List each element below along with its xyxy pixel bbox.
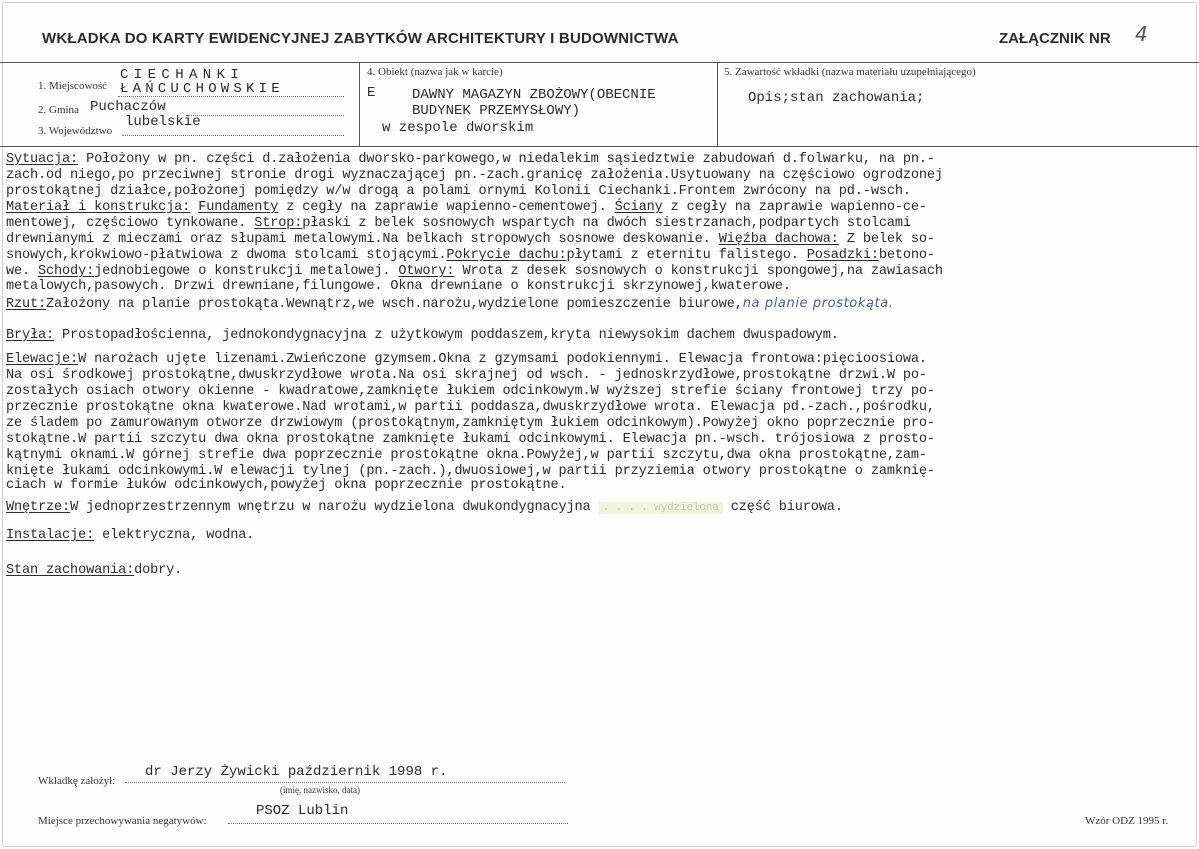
annex-number: 4	[1135, 22, 1148, 46]
elewacje-line-5: ze śladem po zamurowanym otworze drzwiowym (prostokątnym,zamkniętym łukiem odcinkowym).Powyżej okno poprzecznie pro-	[6, 416, 935, 431]
locality-label: 1. Miejscowość	[38, 80, 108, 92]
bryla-heading: Bryła:	[6, 328, 55, 343]
sytuacja-line-1: Sytuacja: Położony w pn. części d.założenia dworsko-parkowego,w niedalekim sąsiedztwie zabudowań d.folwarku, na pn.-	[6, 152, 935, 167]
posadzki-heading: Posadzki:	[806, 248, 879, 263]
voivodeship-value: lubelskie	[125, 114, 201, 130]
storage-dots	[228, 823, 568, 824]
rzut-line: Rzut:Założony na planie prostokąta.Wewnątrz,we wsch.narożu,wydzielone pomieszczenie biurowe,na planie prostokąta.	[6, 296, 894, 312]
annex-label: ZAŁĄCZNIK NR	[999, 30, 1111, 47]
locality-dots	[118, 96, 344, 97]
locality-line1: CIECHANKI	[120, 67, 245, 83]
material-line-5: we. Schody:jednobiegowe o konstrukcji metalowej. Otwory: Wrota z desek sosnowych o konstrukcji spongowej,na zawiasach	[6, 264, 943, 279]
rzut-heading: Rzut:	[6, 297, 47, 312]
author-label: Wkładkę założył:	[38, 775, 116, 787]
wnetrze-line: Wnętrze:W jednoprzestrzennym wnętrzu w narożu wydzielona dwukondygnacyjna . . . . wydzielona część biurowa.	[6, 500, 843, 515]
elewacje-line-2: Na osi środkowej prostokątne,dwuskrzydłowe wrota.Na osi skrajnej od wsch. - jednoskrzydłowe,prostokątne drzwi.W po-	[6, 368, 927, 383]
object-e-mark: E	[367, 85, 376, 101]
object-label: 4. Obiekt (nazwa jak w karcie)	[367, 66, 503, 78]
bryla-line: Bryła: Prostopadłościenna, jednokondygnacyjna z użytkowym poddaszem,kryta niewysokim dachem dwuspadowym.	[6, 328, 839, 343]
commune-value: Puchaczów	[90, 99, 166, 115]
elewacje-heading: Elewacje:	[6, 352, 79, 367]
instalacje-line: Instalacje: elektryczna, wodna.	[6, 528, 255, 543]
sytuacja-line-3: prostokątnej działce,położonej pomiędzy w/w drogą a polami ornymi Kolonii Ciechanki.Frontem zwrócony na pd.-wsch.	[6, 184, 911, 199]
sytuacja-line-2: zach.od niego,po przeciwnej stronie drogi wyznaczającej pn.-zach.granicę założenia.Usytuowany na częściowo ogrodzonej	[6, 168, 943, 183]
stan-heading: Stan zachowania:	[6, 563, 135, 578]
sytuacja-heading: Sytuacja:	[6, 152, 79, 167]
elewacje-line-7: kątnymi oknami.W górnej strefie dwa poprzecznie prostokątne okna.Powyżej,w partii szczytu,dwa okna prostokątne,zam-	[6, 448, 927, 463]
elewacje-line-8: knięte łukami odcinkowymi.W elewacji tylnej (pn.-zach.),dwuosiowej,w partii przyziemia otwory prostokątne o zamknię-	[6, 464, 935, 479]
voivodeship-label: 3. Województwo	[38, 125, 113, 137]
elewacje-line-4: przecznie prostokątne okna kwaterowe.Nad wrotami,w partii poddasza,dwuskrzydłowe wrota. Elewacja pd.-zach.,pośrodku,	[6, 400, 935, 415]
voivodeship-dots	[122, 135, 344, 136]
material-line-6: metalowych,pasowych. Drzwi drewniane,filungowe. Okna drewniane o konstrukcji skrzynowej,kwaterowe.	[6, 279, 791, 294]
contents-value: Opis;stan zachowania;	[748, 90, 925, 106]
schody-heading: Schody:	[38, 264, 95, 279]
object-line3: w zespole dworskim	[382, 120, 534, 136]
object-line2: BUDYNEK PRZEMYSŁOWY)	[412, 103, 581, 119]
author-dots	[125, 782, 565, 783]
header-divider-2	[717, 62, 718, 146]
author-hint: (imię, nazwisko, data)	[280, 785, 360, 795]
material-line-3: drewnianymi z mieczami oraz słupami metalowymi.Na belkach stropowych sosnowe deskowanie. Więźba dachowa: Z belek so-	[6, 232, 935, 247]
pokrycie-heading: Pokrycie dachu:	[446, 248, 567, 263]
commune-dots	[186, 115, 344, 116]
commune-label: 2. Gmina	[38, 104, 79, 116]
elewacje-line-1: Elewacje:W narożach ujęte lizenami.Zwieńczone gzymsem.Okna z gzymsami podokiennymi. Elewacja frontowa:pięcioosiowa.	[6, 352, 927, 367]
header-bottom-rule	[0, 146, 1199, 147]
wnetrze-whiteout: . . . . wydzielona	[599, 502, 723, 514]
storage-label: Miejsce przechowywania negatywów:	[38, 815, 207, 827]
header-divider-1	[359, 62, 360, 146]
wnetrze-heading: Wnętrze:	[6, 500, 71, 515]
author-value: dr Jerzy Żywicki październik 1998 r.	[145, 764, 448, 780]
sciany-heading: Ściany	[614, 200, 663, 215]
form-version: Wzór ODZ 1995 r.	[1085, 815, 1169, 827]
fundamenty-heading: Fundamenty	[198, 200, 279, 215]
material-heading: Materiał i konstrukcja:	[6, 200, 191, 215]
stan-line: Stan zachowania:dobry.	[6, 563, 183, 578]
material-line-4: snowych,krokwiowo-płatwiowa z dwoma stolcami stojącymi.Pokrycie dachu:płytami z eternitu falistego. Posadzki:betono-	[6, 248, 935, 263]
wiezba-heading: Więźba dachowa:	[718, 232, 839, 247]
elewacje-line-6: stokątne.W partii szczytu dwa okna prostokątne zamknięte łukami odcinkowymi. Elewacja pn.-wsch. trójosiowa z prosto-	[6, 432, 935, 447]
otwory-heading: Otwory:	[398, 264, 455, 279]
object-line1: DAWNY MAGAZYN ZBOŻOWY(OBECNIE	[412, 87, 656, 103]
instalacje-heading: Instalacje:	[6, 528, 95, 543]
rzut-handwritten-note: na planie prostokąta.	[742, 296, 894, 311]
locality-line2: ŁAŃCUCHOWSKIE	[120, 81, 284, 97]
header-top-rule	[0, 62, 1199, 63]
contents-label: 5. Zawartość wkładki (nazwa materiału uzupełniającego)	[724, 66, 976, 78]
elewacje-line-9: ciach w formie łuków odcinkowych,powyżej okna poprzecznie prostokątne.	[6, 478, 567, 493]
form-title: WKŁADKA DO KARTY EWIDENCYJNEJ ZABYTKÓW ARCHITEKTURY I BUDOWNICTWA	[42, 30, 679, 47]
material-line-1: Materiał i konstrukcja: Fundamenty z cegły na zaprawie wapienno-cementowej. Ściany z cegły na zaprawie wapienno-ce-	[6, 200, 927, 215]
storage-value: PSOZ Lublin	[256, 803, 349, 819]
strop-heading: Strop:	[254, 216, 303, 231]
elewacje-line-3: zostałych osiach otwory okienne - kwadratowe,zamknięte łukiem odcinkowym.W wyższej strefie ściany frontowej trzy po-	[6, 384, 935, 399]
material-line-2: mentowej, częściowo tynkowane. Strop:płaski z belek sosnowych wspartych na dwóch siestrzanach,podpartych stolcami	[6, 216, 911, 231]
